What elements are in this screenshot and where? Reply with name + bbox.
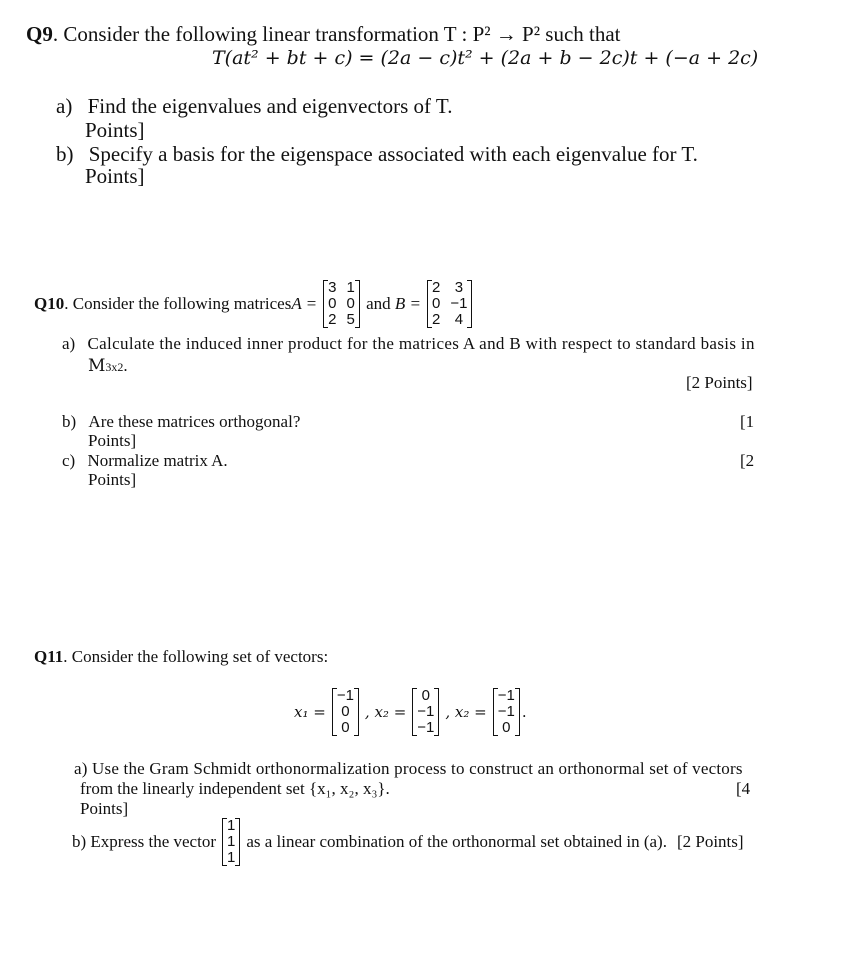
vector-v [222,818,240,866]
matrix-a-cell: 2 [328,311,337,328]
matrix-a-cell: 5 [346,311,355,328]
q9-b-text: Specify a basis for the eigenspace associated with each eigenvalue for T. [88,142,698,166]
q10-header [34,280,474,328]
q11-a-text: a) Use the Gram Schmidt orthonormalization process to construct an orthonormal set of vectors [74,759,743,778]
q9-part-a [56,94,452,119]
vector-x1 [332,688,359,736]
vector-x2-cell: −1 [417,719,435,736]
matrix-a-cell: 3 [328,279,337,296]
q10-a-label: a) [62,334,76,353]
x1-label: x₁ = [294,703,326,721]
q9-formula: T(at² + bt + c) = (2a − c)t² + (2a + b − 2c)t + (−a + 2c) [212,47,759,69]
vector-x2 [412,688,439,736]
q10-b-points-open: [1 [740,412,755,431]
q10-a-matrix-label: A = [291,294,318,313]
q11-part-b [72,818,744,866]
q10-b-matrix-label: B = [394,294,421,313]
vector-x3-cell: −1 [497,703,515,720]
q11-b-text: b) Express the vector [72,832,216,851]
q9-intro: . Consider the following linear transformation [52,22,444,46]
q10-part-c [62,451,228,471]
x3-label: , x₂ = [445,703,487,721]
matrix-a-cell: 0 [328,295,337,312]
vectors-period: . [521,703,527,721]
q10-c-points-open: [2 [740,451,755,470]
q11-intro: . Consider the following set of vectors: [63,647,329,666]
matrix-b-cell: 4 [454,311,464,328]
vector-x1-cell: 0 [341,719,350,736]
q9-a-text: Find the eigenvalues and eigenvectors of T. [87,94,453,118]
matrix-b [427,280,472,328]
q10-number: Q10 [34,294,65,313]
q9-a-label: a) [56,94,73,118]
q10-a-text: Calculate the induced inner product for the matrices A and B with respect to standard basis in [87,334,755,353]
q9-b-label: b) [56,142,74,166]
q9-header [26,22,621,47]
q9-map: T : P² → P² such that [443,22,621,46]
vector-x2-cell: 0 [421,687,430,704]
matrix-a-cell: 0 [346,295,355,312]
q9-a-points: Points] [85,118,145,142]
q10-c-text: Normalize matrix A. [87,451,228,470]
q11-b-text2: as a linear combination of the orthonormal set obtained in (a). [246,832,667,851]
q10-a-space: M3x2. [88,356,128,376]
q9-number: Q9 [26,22,53,46]
q10-part-b [62,412,300,432]
q11-header [34,647,328,667]
matrix-b-cell: 2 [431,311,441,328]
q11-a-points: Points] [80,799,129,818]
vector-v-cell: 1 [226,817,236,834]
vector-x3-cell: 0 [502,719,511,736]
q10-c-label: c) [62,451,76,470]
q10-a-space-sub: 3x2 [105,360,124,374]
vector-v-cell: 1 [226,849,236,866]
vector-x3-cell: −1 [497,687,515,704]
matrix-b-cell: 3 [454,279,464,296]
q11-b-points: [2 Points] [676,832,744,851]
q10-b-text: Are these matrices orthogonal? [88,412,301,431]
q11-a-points-open: [4 [736,779,751,798]
q10-b-points: Points] [88,431,137,450]
q10-intro: . Consider the following matrices [64,294,292,313]
q10-a-space-m: M [88,356,106,376]
q9-b-points: Points] [85,164,145,188]
q11-vectors [294,688,527,736]
vector-v-cell: 1 [226,833,236,850]
matrix-b-cell: 2 [431,279,441,296]
q10-part-a [62,334,755,354]
q10-c-points: Points] [88,470,137,489]
x2-label: , x₂ = [364,703,407,721]
q10-and: and [361,294,395,313]
vector-x3 [493,688,520,736]
matrix-a [323,280,360,328]
q9-part-b [56,142,698,167]
vector-x1-cell: −1 [336,687,354,704]
q11-number: Q11 [34,647,64,666]
matrix-a-cell: 1 [346,279,355,296]
vector-x1-cell: 0 [341,703,350,720]
q10-b-label: b) [62,412,77,431]
q11-a-text2: from the linearly independent set {x₁, x₂, x₃}. [80,779,390,798]
vector-x2-cell: −1 [417,703,435,720]
matrix-b-cell: −1 [450,295,468,312]
q10-a-points: [2 Points] [686,373,753,392]
matrix-b-cell: 0 [431,295,441,312]
